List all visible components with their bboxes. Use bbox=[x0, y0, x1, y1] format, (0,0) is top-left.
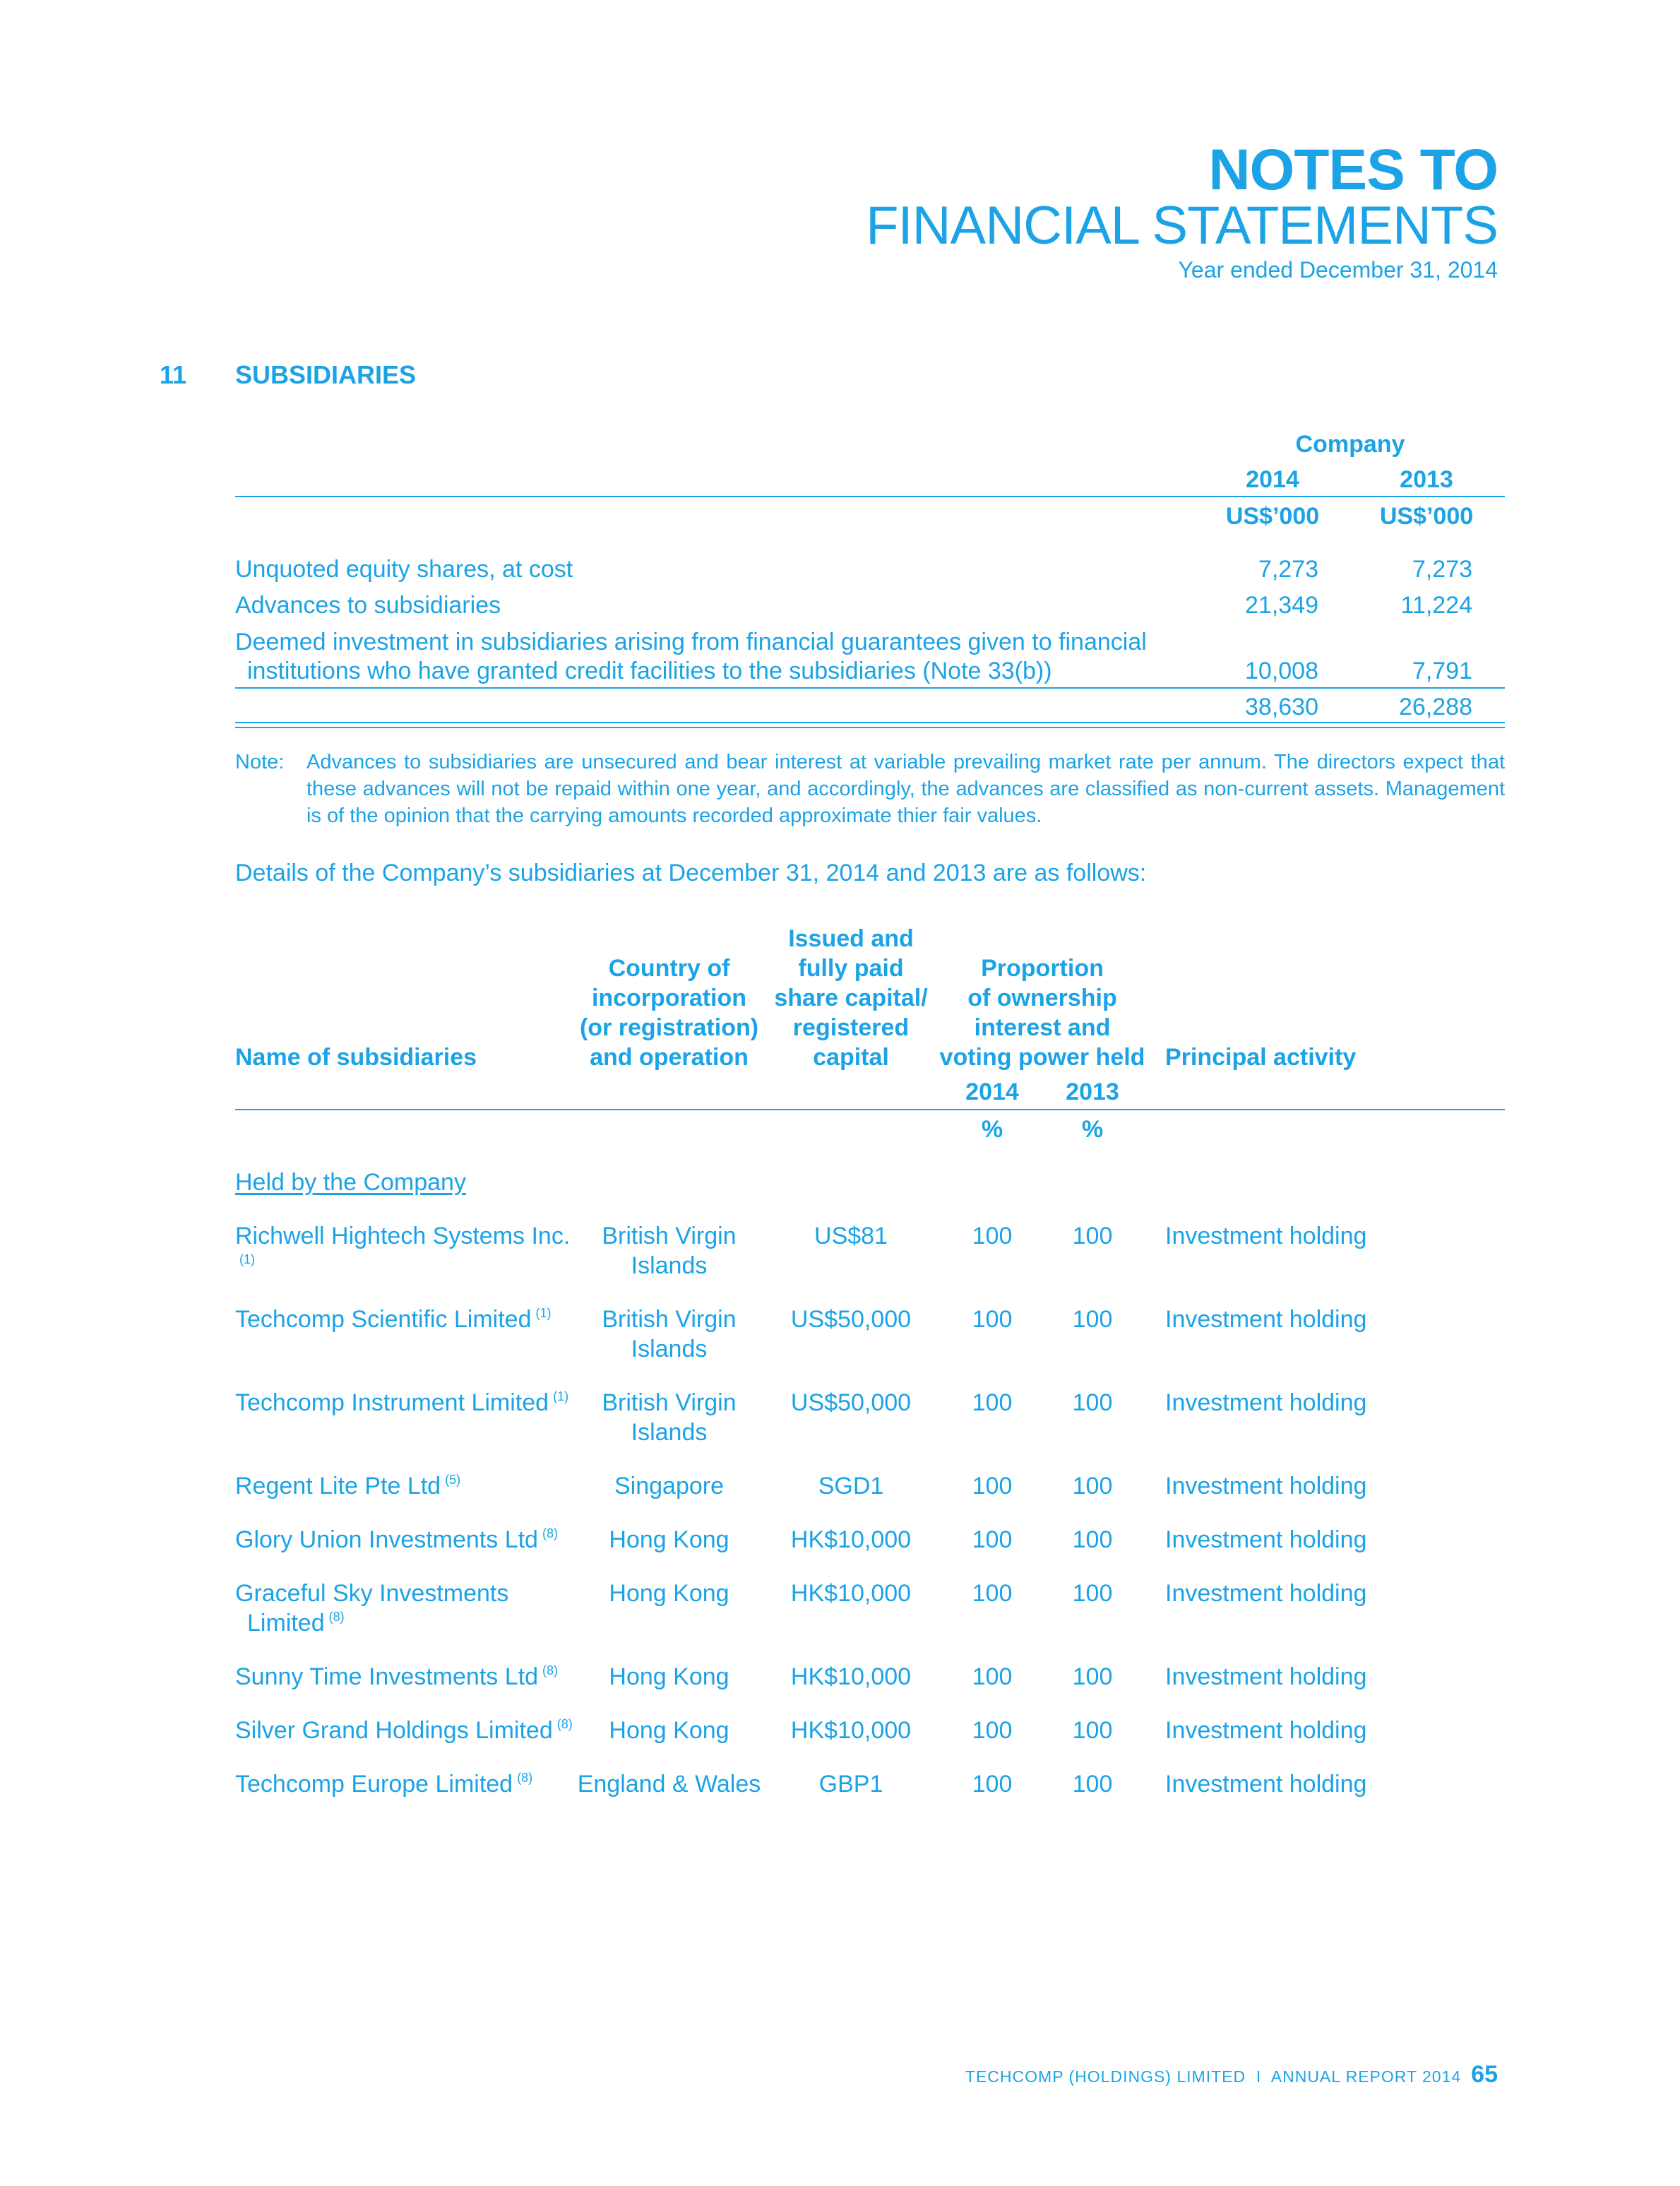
row-value-2013: 11,224 bbox=[1400, 592, 1472, 619]
footnote-marker: (8) bbox=[328, 1610, 345, 1624]
subsidiary-name bbox=[235, 1769, 588, 1799]
country-line: Hong Kong bbox=[609, 1580, 729, 1607]
subsidiary-name-line2 bbox=[235, 1608, 588, 1638]
capital-cell: US$50,000 bbox=[790, 1389, 912, 1416]
section-title: SUBSIDIARIES bbox=[235, 360, 417, 389]
row-value-2014: 7,273 bbox=[1258, 556, 1318, 583]
capital-cell: HK$10,000 bbox=[790, 1580, 912, 1607]
group-label: Held by the Company bbox=[235, 1169, 466, 1196]
pct-2013-cell: 100 bbox=[1072, 1306, 1113, 1333]
page-title-line1: NOTES TO bbox=[1208, 138, 1498, 202]
col-header-country bbox=[565, 954, 773, 1072]
col-header-year-2013: 2013 bbox=[1066, 1079, 1119, 1105]
col-header-country-line: (or registration) bbox=[579, 1014, 759, 1041]
activity-cell: Investment holding bbox=[1165, 1663, 1367, 1690]
unit-header-2014: US$’000 bbox=[1225, 503, 1320, 530]
col-header-proportion bbox=[929, 954, 1155, 1072]
pct-2014-cell: 100 bbox=[972, 1717, 1013, 1744]
country-line: Hong Kong bbox=[609, 1717, 729, 1744]
col-header-pct-2014: % bbox=[981, 1116, 1003, 1143]
subsidiary-name bbox=[235, 1525, 588, 1555]
row-value-2014: 10,008 bbox=[1245, 658, 1318, 684]
country-line: Islands bbox=[631, 1252, 708, 1279]
row-value-2013: 7,273 bbox=[1412, 556, 1472, 583]
footnote-marker: (8) bbox=[542, 1526, 558, 1540]
footnote-marker: (1) bbox=[535, 1306, 552, 1320]
unit-header-2013: US$’000 bbox=[1379, 503, 1474, 530]
capital-cell: HK$10,000 bbox=[790, 1526, 912, 1553]
country-line: England & Wales bbox=[577, 1771, 761, 1798]
country-line: British Virgin bbox=[602, 1389, 737, 1416]
subsidiary-name-text: Techcomp Europe Limited bbox=[235, 1771, 513, 1798]
header-rule bbox=[235, 496, 1505, 497]
country-cell bbox=[565, 1769, 773, 1799]
subsidiary-name-text: Richwell Hightech Systems Inc. bbox=[235, 1223, 571, 1249]
subsidiary-name bbox=[235, 1579, 588, 1638]
section-number: 11 bbox=[160, 360, 187, 389]
footnote-marker: (8) bbox=[556, 1717, 573, 1731]
footnote-marker: (1) bbox=[239, 1252, 255, 1266]
note-label: Note: bbox=[235, 751, 285, 773]
col-header-capital-line: capital bbox=[813, 1044, 889, 1071]
pct-2014-cell: 100 bbox=[972, 1389, 1013, 1416]
row-value-2013: 7,791 bbox=[1412, 658, 1472, 684]
pct-2013-cell: 100 bbox=[1072, 1389, 1113, 1416]
country-cell bbox=[565, 1388, 773, 1447]
footnote-marker: (8) bbox=[542, 1663, 558, 1677]
capital-cell: US$81 bbox=[814, 1223, 888, 1249]
year-header-2014: 2014 bbox=[1246, 466, 1299, 493]
col-header-year-2014: 2014 bbox=[965, 1079, 1019, 1105]
total-value-2013: 26,288 bbox=[1399, 694, 1472, 720]
subsidiary-name-text: Regent Lite Pte Ltd bbox=[235, 1473, 441, 1499]
subsidiary-name bbox=[235, 1716, 588, 1745]
subsidiary-name bbox=[235, 1305, 588, 1334]
pct-2013-cell: 100 bbox=[1072, 1771, 1113, 1798]
footnote-marker: (8) bbox=[517, 1771, 533, 1785]
pct-2014-cell: 100 bbox=[972, 1223, 1013, 1249]
row-label-line1: Deemed investment in subsidiaries arising from financial guarantees given to financial bbox=[235, 629, 1147, 655]
activity-cell: Investment holding bbox=[1165, 1306, 1367, 1333]
details-intro: Details of the Company’s subsidiaries at December 31, 2014 and 2013 are as follows: bbox=[235, 860, 1147, 886]
country-line: Islands bbox=[631, 1419, 708, 1446]
capital-cell: US$50,000 bbox=[790, 1306, 912, 1333]
row-label: Advances to subsidiaries bbox=[235, 592, 501, 619]
footnote-marker: (1) bbox=[553, 1389, 569, 1403]
col-header-capital-line: registered bbox=[792, 1014, 910, 1041]
note-text: Advances to subsidiaries are unsecured and bear interest at variable prevailing market rate per annum. The directors expect that these advances will not be repaid within one year, and accordingly, the advances are classified as non-current assets. Management is of the opinion that the carrying amounts recorded approximate thier fair values. bbox=[306, 751, 1505, 827]
country-cell bbox=[565, 1579, 773, 1608]
subsidiary-name-text: Limited bbox=[247, 1610, 325, 1636]
total-value-2014: 38,630 bbox=[1245, 694, 1318, 720]
pct-2014-cell: 100 bbox=[972, 1663, 1013, 1690]
page-title-line2: FINANCIAL STATEMENTS bbox=[866, 196, 1498, 256]
subsidiary-name bbox=[235, 1471, 588, 1501]
activity-cell: Investment holding bbox=[1165, 1389, 1367, 1416]
country-cell bbox=[565, 1221, 773, 1281]
subsidiary-name-text: Graceful Sky Investments bbox=[235, 1580, 509, 1607]
activity-cell: Investment holding bbox=[1165, 1473, 1367, 1499]
pct-2013-cell: 100 bbox=[1072, 1473, 1113, 1499]
activity-cell: Investment holding bbox=[1165, 1771, 1367, 1798]
activity-cell: Investment holding bbox=[1165, 1526, 1367, 1553]
capital-cell: HK$10,000 bbox=[790, 1663, 912, 1690]
pct-2013-cell: 100 bbox=[1072, 1663, 1113, 1690]
company-header: Company bbox=[1295, 431, 1405, 458]
country-line: Hong Kong bbox=[609, 1663, 729, 1690]
year-header-2013: 2013 bbox=[1400, 466, 1453, 493]
page-subtitle: Year ended December 31, 2014 bbox=[1178, 257, 1498, 283]
col-header-capital-line: fully paid bbox=[798, 955, 904, 982]
row-value-2014: 21,349 bbox=[1245, 592, 1318, 619]
page-number: 65 bbox=[1471, 2061, 1498, 2088]
pct-2013-cell: 100 bbox=[1072, 1526, 1113, 1553]
country-line: British Virgin bbox=[602, 1306, 737, 1333]
pct-2014-cell: 100 bbox=[972, 1306, 1013, 1333]
total-rule-top bbox=[235, 722, 1505, 723]
page-footer bbox=[965, 2061, 1498, 2089]
subsidiary-name-text: Techcomp Instrument Limited bbox=[235, 1389, 549, 1416]
activity-cell: Investment holding bbox=[1165, 1717, 1367, 1744]
subsidiary-name-text: Silver Grand Holdings Limited bbox=[235, 1717, 553, 1744]
pct-2014-cell: 100 bbox=[972, 1771, 1013, 1798]
country-cell bbox=[565, 1716, 773, 1745]
col-header-capital bbox=[763, 924, 939, 1072]
pct-2013-cell: 100 bbox=[1072, 1223, 1113, 1249]
pct-2013-cell: 100 bbox=[1072, 1717, 1113, 1744]
col-header-proportion-line: interest and bbox=[974, 1014, 1111, 1041]
footer-text: TECHCOMP (HOLDINGS) LIMITED I ANNUAL REPORT 2014 bbox=[965, 2067, 1462, 2086]
country-line: British Virgin bbox=[602, 1223, 737, 1249]
country-cell bbox=[565, 1305, 773, 1364]
capital-cell: GBP1 bbox=[818, 1771, 883, 1798]
col-header-capital-line: share capital/ bbox=[774, 985, 928, 1011]
activity-cell: Investment holding bbox=[1165, 1223, 1367, 1249]
col-header-country-line: and operation bbox=[590, 1044, 749, 1071]
col-header-pct-2013: % bbox=[1081, 1116, 1104, 1143]
row-label-line2: institutions who have granted credit facilities to the subsidiaries (Note 33(b)) bbox=[247, 658, 1052, 684]
pct-2014-cell: 100 bbox=[972, 1473, 1013, 1499]
capital-cell: HK$10,000 bbox=[790, 1717, 912, 1744]
subsidiary-name-text: Techcomp Scientific Limited bbox=[235, 1306, 532, 1333]
subsidiary-name-text: Glory Union Investments Ltd bbox=[235, 1526, 538, 1553]
subsidiary-name bbox=[235, 1221, 588, 1281]
row-label: Unquoted equity shares, at cost bbox=[235, 556, 573, 583]
col-header-proportion-line: voting power held bbox=[939, 1044, 1145, 1071]
country-line: Islands bbox=[631, 1336, 708, 1362]
activity-cell: Investment holding bbox=[1165, 1580, 1367, 1607]
col-header-country-line: Country of bbox=[608, 955, 730, 982]
col-header-proportion-line: Proportion bbox=[981, 955, 1104, 982]
pct-2014-cell: 100 bbox=[972, 1580, 1013, 1607]
col-header-proportion-line: of ownership bbox=[967, 985, 1117, 1011]
col-header-capital-line: Issued and bbox=[788, 925, 914, 952]
country-cell bbox=[565, 1662, 773, 1692]
col-header-activity: Principal activity bbox=[1165, 1044, 1357, 1071]
subsidiary-name-text: Sunny Time Investments Ltd bbox=[235, 1663, 538, 1690]
footnote-marker: (5) bbox=[445, 1473, 461, 1487]
pct-2013-cell: 100 bbox=[1072, 1580, 1113, 1607]
col-header-name: Name of subsidiaries bbox=[235, 1044, 477, 1071]
pct-2014-cell: 100 bbox=[972, 1526, 1013, 1553]
country-line: Hong Kong bbox=[609, 1526, 729, 1553]
country-cell bbox=[565, 1471, 773, 1501]
country-line: Singapore bbox=[614, 1473, 724, 1499]
total-rule-bottom bbox=[235, 727, 1505, 728]
col-header-country-line: incorporation bbox=[591, 985, 747, 1011]
subsidiary-name bbox=[235, 1388, 588, 1418]
capital-cell: SGD1 bbox=[818, 1473, 884, 1499]
country-cell bbox=[565, 1525, 773, 1555]
subsidiary-name bbox=[235, 1662, 588, 1692]
subtotal-rule bbox=[235, 687, 1505, 689]
subs-header-rule bbox=[235, 1109, 1505, 1110]
